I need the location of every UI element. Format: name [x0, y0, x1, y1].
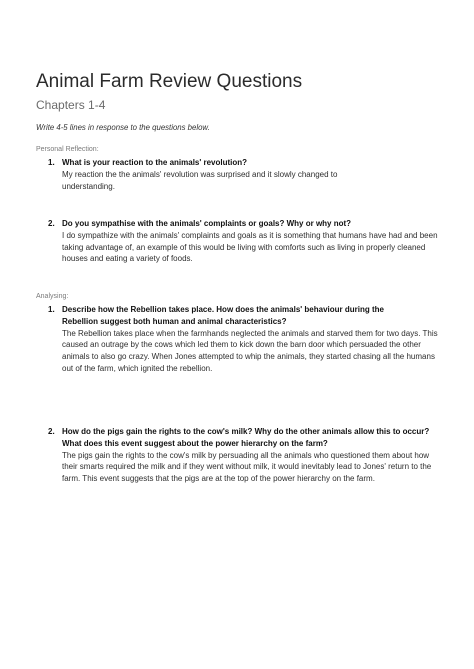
question-number: 2. [48, 219, 55, 228]
question-number: 1. [48, 305, 55, 314]
question-text: How do the pigs gain the rights to the cow's milk? Why do the other animals allow this to occur? What does this event suggest about the power hierarchy on the farm? [62, 427, 430, 448]
answer-text: My reaction the the animals' revolution was surprised and it slowly changed to understanding. [62, 169, 338, 191]
question-text: Do you sympathise with the animals' complaints or goals? Why or why not? [62, 219, 352, 228]
question-item [48, 218, 442, 265]
question-number: 1. [48, 158, 55, 167]
document-subtitle: Chapters 1-4 [36, 98, 106, 112]
question-text: Describe how the Rebellion takes place. How does the animals' behaviour during the Rebellion suggest both human and animal characteristics? [62, 305, 384, 326]
section-label-personal-reflection: Personal Reflection: [36, 146, 99, 153]
answer-text: The pigs gain the rights to the cow's milk by persuading all the animals who questioned them about how their smarts required the milk and if they went without milk, it would inevitably lead to Jones' return to the farm. This event suggests that the pigs are at the top of the power hierarchy on the farm. [62, 450, 432, 484]
question-item [48, 304, 442, 375]
document-title: Animal Farm Review Questions [36, 71, 303, 92]
section-label-analysing: Analysing: [36, 293, 69, 300]
question-number: 2. [48, 427, 55, 436]
question-text: What is your reaction to the animals' revolution? [62, 158, 248, 167]
instructions: Write 4-5 lines in response to the questions below. [36, 123, 210, 132]
answer-text: The Rebellion takes place when the farmhands neglected the animals and starved them for two days. This caused an outrage by the cows which led them to kick down the barn door which persuaded the other animals to also go crazy. When Jones attempted to whip the animals, they started chasing all the humans out of the farm, which ignited the rebellion. [62, 328, 438, 373]
answer-text: I do sympathize with the animals' complaints and goals as it is something that humans have had and been taking advantage of, an example of this would be living with comforts such as living in properly cleaned houses and eating a variety of foods. [62, 230, 438, 264]
question-item [48, 426, 442, 485]
question-item [48, 157, 442, 192]
